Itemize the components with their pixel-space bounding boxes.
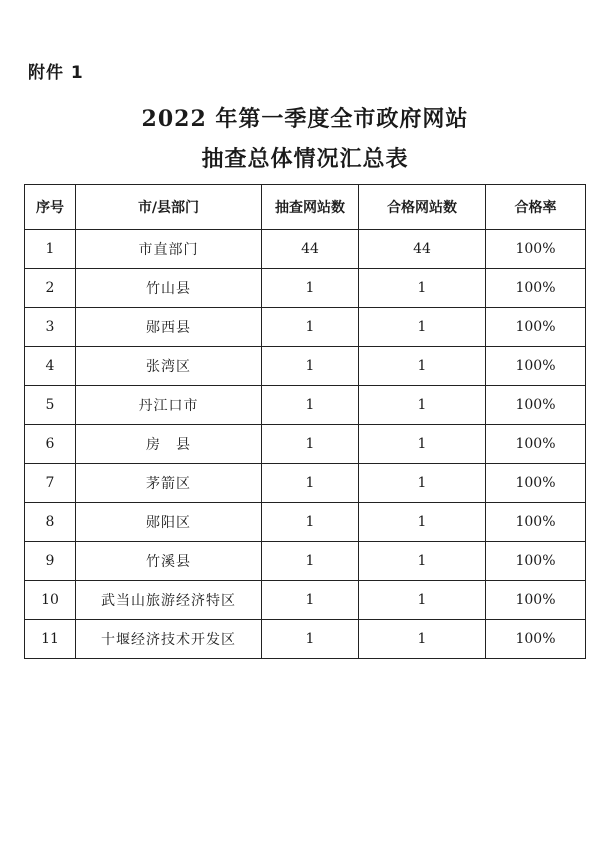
cell-pass-rate: 100% [486, 269, 586, 308]
table-row [25, 464, 586, 503]
cell-index: 9 [25, 542, 76, 581]
cell-index: 11 [25, 620, 76, 659]
cell-qualified-count: 1 [359, 620, 486, 659]
cell-department: 武当山旅游经济特区 [76, 581, 262, 620]
table-row [25, 425, 586, 464]
header-department: 市/县部门 [76, 185, 262, 230]
cell-checked-count: 1 [262, 503, 359, 542]
cell-pass-rate: 100% [486, 620, 586, 659]
cell-pass-rate: 100% [486, 581, 586, 620]
cell-department: 张湾区 [76, 347, 262, 386]
cell-checked-count: 1 [262, 347, 359, 386]
cell-pass-rate: 100% [486, 347, 586, 386]
summary-table [24, 184, 586, 659]
cell-index: 1 [25, 230, 76, 269]
cell-department: 竹山县 [76, 269, 262, 308]
cell-pass-rate: 100% [486, 425, 586, 464]
cell-index: 6 [25, 425, 76, 464]
header-index: 序号 [25, 185, 76, 230]
cell-checked-count: 1 [262, 542, 359, 581]
cell-department: 郧阳区 [76, 503, 262, 542]
attachment-label: 附件 1 [28, 63, 84, 83]
cell-department: 郧西县 [76, 308, 262, 347]
cell-checked-count: 1 [262, 308, 359, 347]
cell-qualified-count: 1 [359, 425, 486, 464]
cell-qualified-count: 1 [359, 269, 486, 308]
cell-pass-rate: 100% [486, 503, 586, 542]
cell-checked-count: 1 [262, 425, 359, 464]
cell-department: 茅箭区 [76, 464, 262, 503]
cell-pass-rate: 100% [486, 230, 586, 269]
cell-pass-rate: 100% [486, 386, 586, 425]
table-row [25, 230, 586, 269]
cell-index: 10 [25, 581, 76, 620]
table-header-row [25, 185, 586, 230]
table-row [25, 269, 586, 308]
cell-qualified-count: 44 [359, 230, 486, 269]
cell-qualified-count: 1 [359, 347, 486, 386]
cell-index: 7 [25, 464, 76, 503]
document-title-line-1: 2022 年第一季度全市政府网站 [141, 106, 469, 132]
table-row [25, 542, 586, 581]
cell-checked-count: 44 [262, 230, 359, 269]
table-row [25, 503, 586, 542]
cell-checked-count: 1 [262, 269, 359, 308]
cell-index: 4 [25, 347, 76, 386]
cell-department: 十堰经济技术开发区 [76, 620, 262, 659]
cell-qualified-count: 1 [359, 581, 486, 620]
cell-qualified-count: 1 [359, 542, 486, 581]
cell-index: 8 [25, 503, 76, 542]
header-pass-rate: 合格率 [486, 185, 586, 230]
cell-department: 竹溪县 [76, 542, 262, 581]
cell-index: 3 [25, 308, 76, 347]
cell-pass-rate: 100% [486, 542, 586, 581]
cell-department: 市直部门 [76, 230, 262, 269]
table-row [25, 386, 586, 425]
document-title-line-2: 抽查总体情况汇总表 [201, 146, 409, 172]
cell-department: 房 县 [76, 425, 262, 464]
table-row [25, 347, 586, 386]
header-qualified-count: 合格网站数 [359, 185, 486, 230]
cell-department: 丹江口市 [76, 386, 262, 425]
cell-index: 2 [25, 269, 76, 308]
table-row [25, 620, 586, 659]
cell-qualified-count: 1 [359, 503, 486, 542]
cell-pass-rate: 100% [486, 464, 586, 503]
table-row [25, 581, 586, 620]
cell-checked-count: 1 [262, 620, 359, 659]
cell-index: 5 [25, 386, 76, 425]
header-checked-count: 抽查网站数 [262, 185, 359, 230]
cell-qualified-count: 1 [359, 308, 486, 347]
cell-checked-count: 1 [262, 464, 359, 503]
cell-pass-rate: 100% [486, 308, 586, 347]
cell-qualified-count: 1 [359, 464, 486, 503]
cell-qualified-count: 1 [359, 386, 486, 425]
cell-checked-count: 1 [262, 386, 359, 425]
cell-checked-count: 1 [262, 581, 359, 620]
table-row [25, 308, 586, 347]
